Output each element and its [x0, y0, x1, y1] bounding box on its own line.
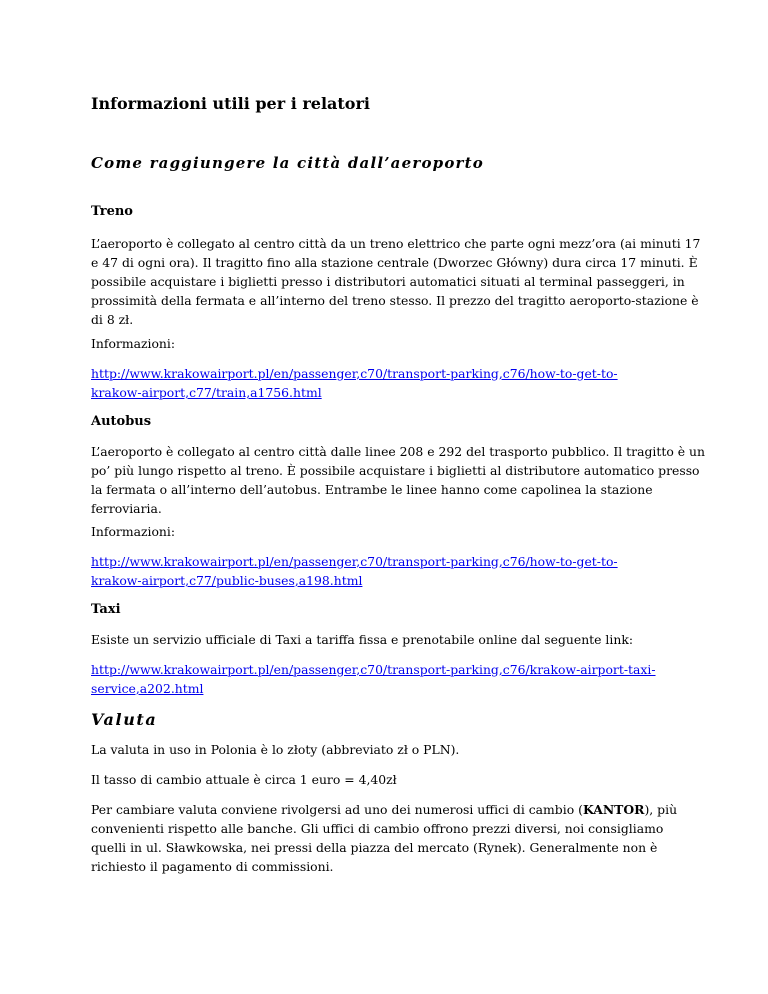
para-line: convenienti rispetto alle banche. Gli uffici di cambio offrono prezzi diversi, noi consigliamo [91, 821, 664, 836]
train-line: possibile acquistare i biglietti presso i distributori automatici situati al terminal passeggeri, in [91, 274, 685, 289]
subheading-taxi: Taxi [91, 602, 121, 617]
taxi-paragraph [91, 630, 693, 649]
exchange-rate-text: Il tasso di cambio attuale è circa 1 euro = 4,40zł [91, 772, 397, 787]
bus-line: L’aeroporto è collegato al centro città dalle linee 208 e 292 del trasporto pubblico. Il tragitto è un [91, 444, 705, 459]
currency-text: La valuta in uso in Polonia è lo złoty (abbreviato zł o PLN). [91, 742, 460, 757]
bus-info-label [91, 522, 693, 541]
currency-paragraph [91, 800, 693, 876]
taxi-link [91, 660, 693, 698]
bus-line: po’ più lungo rispetto al treno. È possibile acquistare i biglietti al distributore automatico presso [91, 463, 700, 478]
link-line[interactable]: http://www.krakowairport.pl/en/passenger,c70/transport-parking,c76/krakow-airport-taxi- [91, 662, 656, 677]
link-line[interactable]: krakow-airport,c77/train,a1756.html [91, 385, 322, 400]
train-line: e 47 di ogni ora). Il tragitto fino alla stazione centrale (Dworzec Główny) dura circa 17 minuti. È [91, 255, 698, 270]
taxi-info-link[interactable] [91, 662, 656, 696]
train-info-label [91, 334, 693, 353]
train-paragraph [91, 234, 701, 329]
train-line: di 8 zł. [91, 312, 134, 327]
link-line[interactable]: http://www.krakowairport.pl/en/passenger,c70/transport-parking,c76/how-to-get-to- [91, 366, 618, 381]
page-title: Informazioni utili per i relatori [91, 94, 370, 113]
train-info-link[interactable] [91, 366, 618, 400]
section-heading-transport: Come raggiungere la città dall’aeroporto [91, 154, 484, 172]
exchange-rate-line [91, 770, 693, 789]
subheading-train: Treno [91, 204, 133, 219]
train-line: prossimità della fermata e all’interno del treno stesso. Il prezzo del tragitto aeroporto-stazione è [91, 293, 699, 308]
bus-line: ferroviaria. [91, 501, 162, 516]
currency-line [91, 740, 693, 759]
info-label: Informazioni: [91, 336, 176, 351]
kantor-keyword: KANTOR [582, 802, 645, 817]
para-text: Per cambiare valuta conviene rivolgersi ad uno dei numerosi uffici di cambio ( [91, 802, 583, 817]
train-line: L’aeroporto è collegato al centro città da un treno elettrico che parte ogni mezz’ora (ai minuti 17 [91, 236, 701, 251]
link-line[interactable]: http://www.krakowairport.pl/en/passenger,c70/transport-parking,c76/how-to-get-to- [91, 554, 618, 569]
train-link [91, 364, 693, 402]
subheading-bus: Autobus [91, 414, 152, 429]
section-heading-currency: Valuta [91, 710, 158, 729]
info-label: Informazioni: [91, 524, 176, 539]
link-line[interactable]: service,a202.html [91, 681, 204, 696]
bus-link [91, 552, 693, 590]
para-text: ), più [644, 802, 678, 817]
bus-info-link[interactable] [91, 554, 618, 588]
para-line: richiesto il pagamento di commissioni. [91, 859, 334, 874]
bus-paragraph [91, 442, 705, 518]
link-line[interactable]: krakow-airport,c77/public-buses,a198.html [91, 573, 363, 588]
para-line: quelli in ul. Sławkowska, nei pressi della piazza del mercato (Rynek). Generalmente non è [91, 840, 658, 855]
bus-line: la fermata o all’interno dell’autobus. Entrambe le linee hanno come capolinea la stazione [91, 482, 653, 497]
taxi-line: Esiste un servizio ufficiale di Taxi a tariffa fissa e prenotabile online dal seguente link: [91, 632, 634, 647]
